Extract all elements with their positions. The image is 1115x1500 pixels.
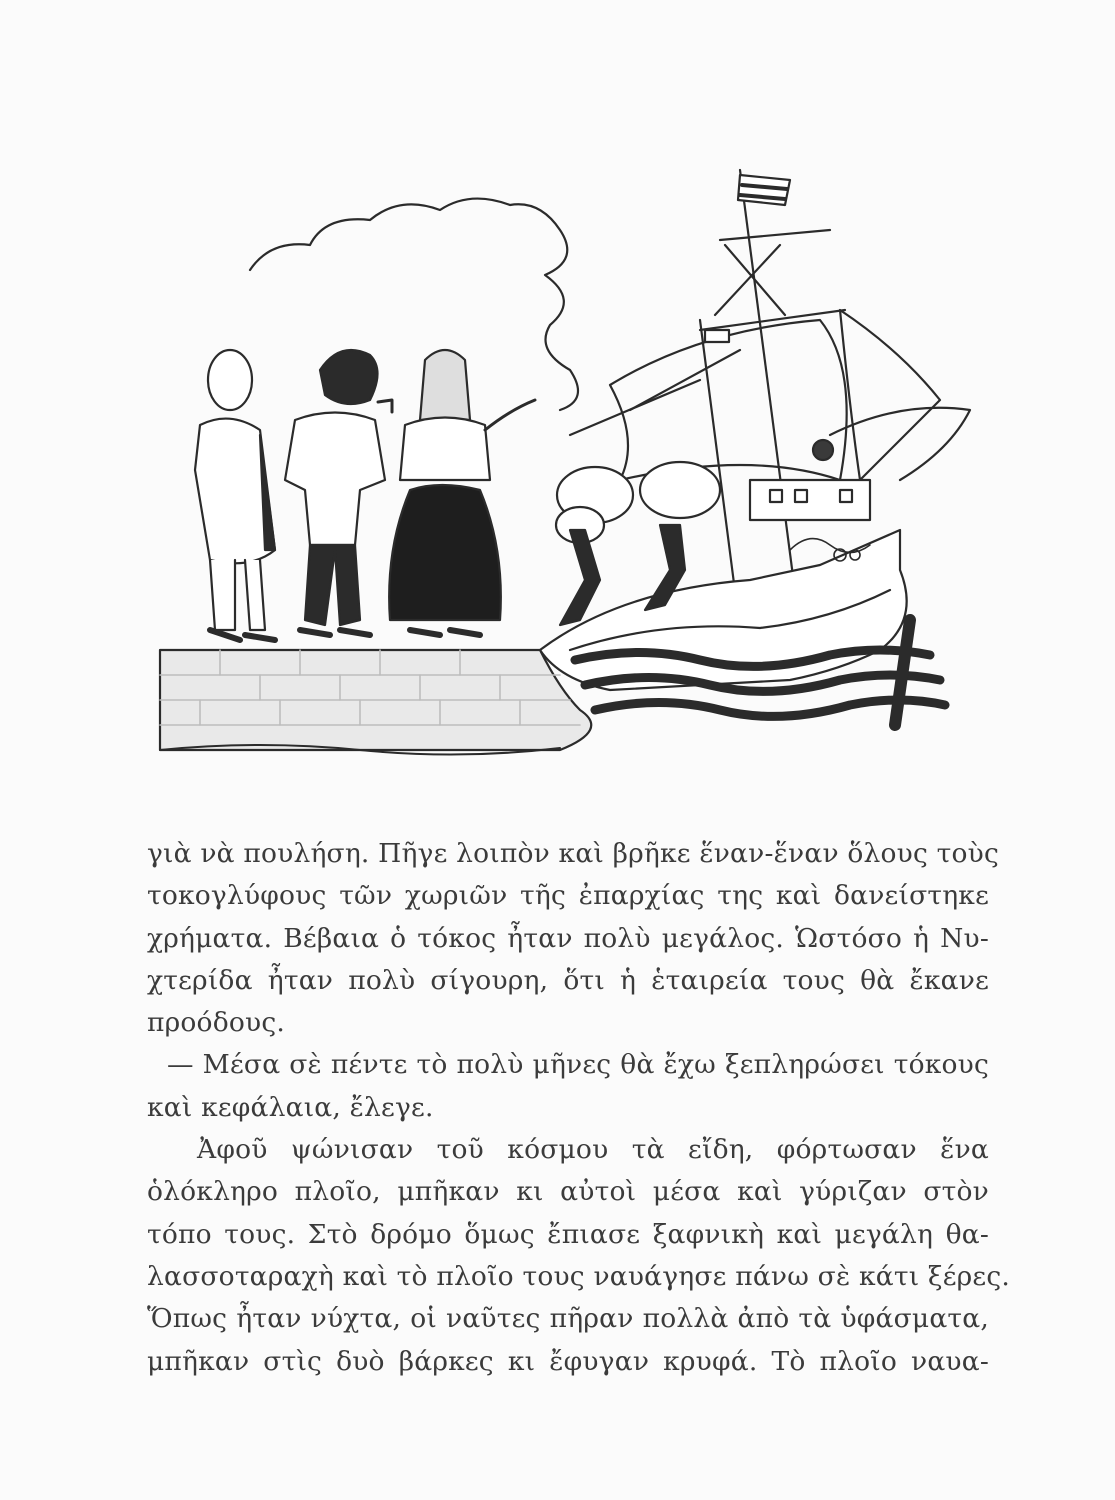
- text-line: μπῆκαν στὶς δυὸ βάρκες κι ἔφυγαν κρυφά. Τὸ πλοῖο ναυα-: [147, 1345, 989, 1377]
- text-line: χτερίδα ἦταν πολὺ σίγουρη, ὅτι ἡ ἑταιρεία τους θὰ ἔκανε: [147, 964, 989, 996]
- mooring-post: [895, 620, 910, 725]
- text-line: γιὰ νὰ πουλήση. Πῆγε λοιπὸν καὶ βρῆκε ἕναν-ἕναν ὅλους τοὺς: [147, 838, 1000, 869]
- sailor-with-pipe: [285, 350, 392, 635]
- text-line: τοκογλύφους τῶν χωριῶν τῆς ἐπαρχίας της καὶ δανείστηκε: [147, 880, 989, 912]
- text-line: λασσοταραχὴ καὶ τὸ πλοῖο τους ναυάγησε πάνω σὲ κάτι ξέρες.: [147, 1260, 1011, 1292]
- text-line: — Μέσα σὲ πέντε τὸ πολὺ μῆνες θὰ ἔχω ξεπληρώσει τόκους: [167, 1049, 989, 1081]
- main-sail: [610, 320, 847, 480]
- text-line: χρήματα. Βέβαια ὁ τόκος ἦταν πολὺ μεγάλος. Ὡστόσο ἡ Νυ-: [147, 922, 989, 954]
- text-line: Ἀφοῦ ψώνισαν τοῦ κόσμου τὰ εἴδη, φόρτωσαν ἕνα: [197, 1134, 989, 1166]
- cloud: [250, 199, 578, 410]
- body-text: [147, 833, 1011, 1383]
- text-line: τόπο τους. Στὸ δρόμο ὅμως ἔπιασε ξαφνικὴ καὶ μεγάλη θα-: [147, 1218, 989, 1250]
- ship-harbor-illustration: [140, 150, 980, 770]
- text-line: ὁλόκληρο πλοῖο, μπῆκαν κι αὐτοὶ μέσα καὶ γύριζαν στὸν: [147, 1176, 989, 1208]
- text-line: προόδους.: [147, 1007, 285, 1039]
- worker-left: [560, 530, 600, 625]
- main-mast: [740, 170, 800, 630]
- jib-sail: [840, 310, 940, 480]
- woman-in-headscarf: [389, 350, 535, 635]
- text-line: Ὅπως ἦταν νύχτα, οἱ ναῦτες πῆραν πολλὰ ἀπὸ τὰ ὑφάσματα,: [147, 1303, 989, 1335]
- man-in-coat: [195, 350, 275, 640]
- text-line: καὶ κεφάλαια, ἔλεγε.: [147, 1091, 434, 1123]
- bale-right: [640, 462, 720, 518]
